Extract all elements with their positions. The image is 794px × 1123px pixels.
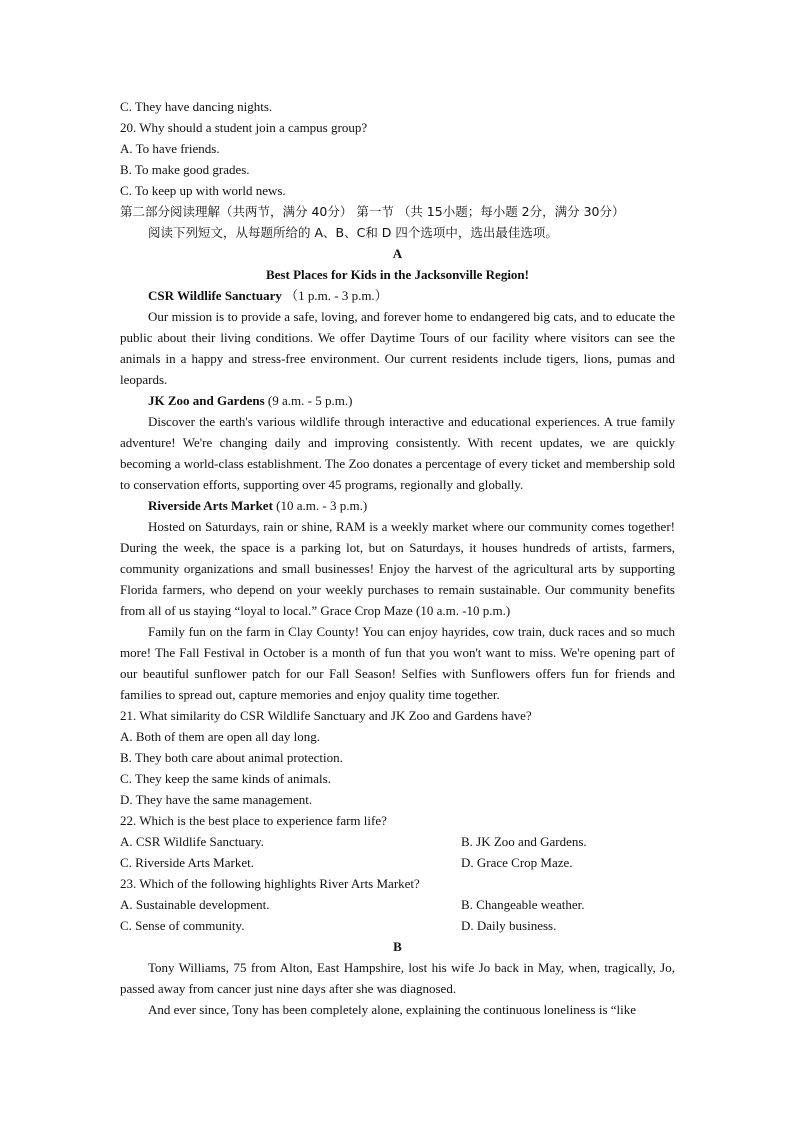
q22-option-a: A. CSR Wildlife Sanctuary.: [120, 834, 264, 849]
passage-b-paragraph-2: And ever since, Tony has been completely alone, explaining the continuous loneliness is “like: [148, 1002, 637, 1017]
place4-text: Family fun on the farm in Clay County! You can enjoy hayrides, cow train, duck races and so much more! The Fall Festival in October is a month of fun that you won't want to miss. We're opening part of our beautiful sunflower patch for our Fall Season! Selfies with Sunflowers offers fun for friends and families to spread out, capture memories and enjoy quality time together.: [120, 624, 675, 702]
q20-option-a: A. To have friends.: [120, 141, 220, 156]
q22-options-row-1: [120, 831, 675, 852]
place2-name: JK Zoo and Gardens: [148, 393, 265, 408]
q23-stem: 23. Which of the following highlights River Arts Market?: [120, 876, 420, 891]
passage-b-letter: B: [393, 939, 402, 954]
q21-stem: 21. What similarity do CSR Wildlife Sanctuary and JK Zoo and Gardens have?: [120, 708, 532, 723]
q22-option-c: C. Riverside Arts Market.: [120, 855, 254, 870]
place1-text: Our mission is to provide a safe, loving, and forever home to endangered big cats, and to educate the public about their living conditions. We offer Daytime Tours of our facility where visitors can see the animals in a happy and stress-free environment. Our current residents include tigers, lions, pumas and leopards.: [120, 309, 675, 387]
passage-a-title: Best Places for Kids in the Jacksonville Region!: [265, 267, 529, 282]
q23-options-row-2: [120, 915, 675, 936]
place3-hours: (10 a.m. - 3 p.m.): [272, 498, 368, 513]
q23-option-a: A. Sustainable development.: [120, 897, 270, 912]
place3-heading: [120, 495, 675, 516]
q20-stem: 20. Why should a student join a campus group?: [120, 120, 368, 135]
q19-option-c: C. They have dancing nights.: [120, 99, 273, 114]
section-instruction: 阅读下列短文，从每题所给的 A、B、C和 D 四个选项中，选出最佳选项。: [148, 225, 558, 240]
passage-b-paragraph-1: Tony Williams, 75 from Alton, East Hampshire, lost his wife Jo back in May, when, tragically, Jo, passed away from cancer just nine days after she was diagnosed.: [120, 960, 675, 996]
q23-options-row-1: [120, 894, 675, 915]
place2-hours: (9 a.m. - 5 p.m.): [264, 393, 353, 408]
q23-option-b: B. Changeable weather.: [461, 897, 585, 912]
place2-heading: [120, 390, 675, 411]
q22-option-b: B. JK Zoo and Gardens.: [461, 834, 587, 849]
section-header: 第二部分阅读理解（共两节，满分 40分） 第一节 （共 15小题；每小题 2分，满分 30分）: [120, 204, 625, 219]
passage-a-letter: A: [392, 246, 403, 261]
q21-option-b: B. They both care about animal protection.: [120, 750, 343, 765]
q21-option-a: A. Both of them are open all day long.: [120, 729, 321, 744]
q20-option-b: B. To make good grades.: [120, 162, 250, 177]
q22-stem: 22. Which is the best place to experience farm life?: [120, 813, 387, 828]
document-page: [120, 96, 675, 1020]
place1-hours: （1 p.m. - 3 p.m.）: [285, 288, 388, 303]
place3-text: Hosted on Saturdays, rain or shine, RAM is a weekly market where our community comes together! During the week, the space is a parking lot, but on Saturdays, it houses hundreds of artists, farmers, community organizations and small businesses! Enjoy the harvest of the agricultural arts by supporting Florida farmers, who depend on your weekly purchases to remain sustainable. Our community benefits from all of us staying “loyal to local.” Grace Crop Maze (10 a.m. -10 p.m.): [120, 519, 675, 618]
q21-option-c: C. They keep the same kinds of animals.: [120, 771, 331, 786]
q22-options-row-2: [120, 852, 675, 873]
place3-name: Riverside Arts Market: [148, 498, 273, 513]
q23-option-d: D. Daily business.: [461, 918, 557, 933]
q20-option-c: C. To keep up with world news.: [120, 183, 286, 198]
place2-text: Discover the earth's various wildlife through interactive and educational experiences. A true family adventure! We're changing daily and improving consistently. With recent updates, we are quickly becoming a world-class establishment. The Zoo donates a percentage of every ticket and membership sold to conservation efforts, supporting over 45 programs, regionally and globally.: [120, 414, 675, 492]
place1-name: CSR Wildlife Sanctuary: [148, 288, 282, 303]
q21-option-d: D. They have the same management.: [120, 792, 313, 807]
q23-option-c: C. Sense of community.: [120, 918, 245, 933]
place1-heading: [120, 285, 675, 306]
q22-option-d: D. Grace Crop Maze.: [461, 855, 573, 870]
